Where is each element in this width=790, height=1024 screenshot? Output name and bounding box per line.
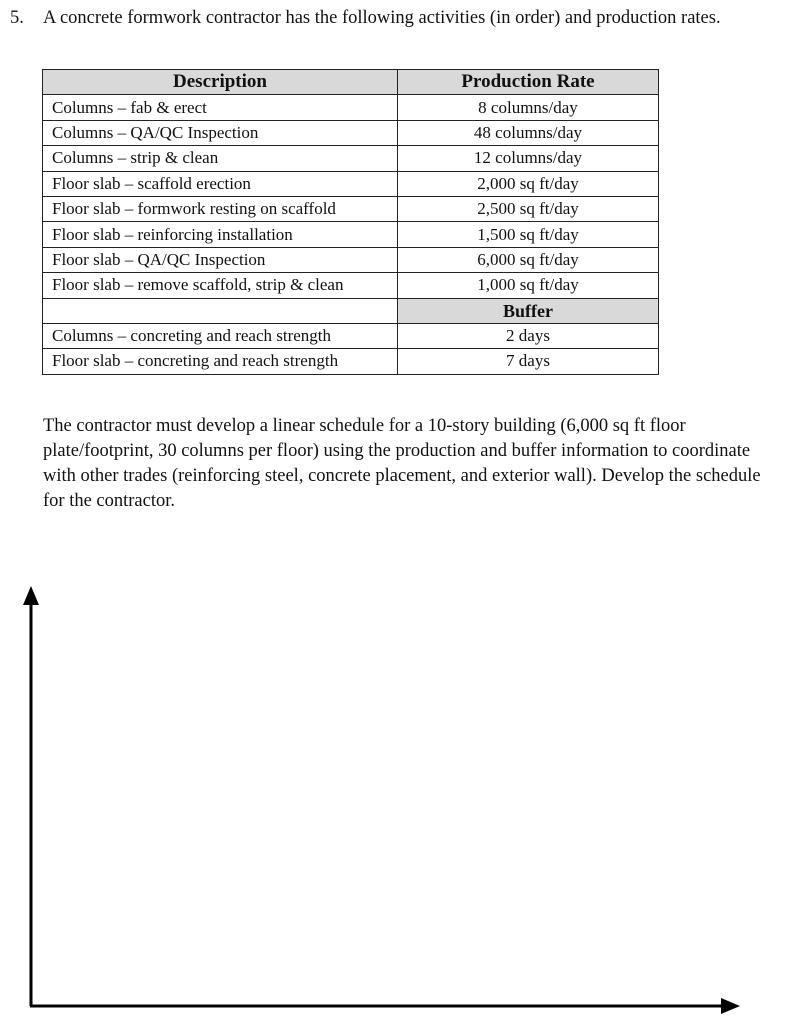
activity-rate: 6,000 sq ft/day (398, 247, 659, 272)
activity-description: Floor slab – scaffold erection (43, 171, 398, 196)
question-text: A concrete formwork contractor has the following activities (in order) and production rates. (43, 8, 721, 28)
activity-description: Columns – QA/QC Inspection (43, 120, 398, 145)
description-header: Description (43, 70, 398, 95)
activity-rate: 1,000 sq ft/day (398, 273, 659, 298)
question-number: 5. (10, 8, 24, 28)
x-axis-arrowhead-icon (721, 998, 740, 1014)
activity-description: Floor slab – reinforcing installation (43, 222, 398, 247)
y-axis-arrowhead-icon (23, 586, 39, 605)
activity-description: Columns – strip & clean (43, 146, 398, 171)
activity-rate: 2,500 sq ft/day (398, 196, 659, 221)
buffer-description: Floor slab – concreting and reach strength (43, 349, 398, 374)
buffer-description: Columns – concreting and reach strength (43, 323, 398, 348)
buffer-header: Buffer (398, 298, 659, 323)
activity-rate: 8 columns/day (398, 95, 659, 120)
production-rate-header: Production Rate (398, 70, 659, 95)
activity-description: Floor slab – formwork resting on scaffold (43, 196, 398, 221)
activity-description: Floor slab – QA/QC Inspection (43, 247, 398, 272)
activity-description: Columns – fab & erect (43, 95, 398, 120)
activity-description: Floor slab – remove scaffold, strip & clean (43, 273, 398, 298)
instructions-paragraph: The contractor must develop a linear schedule for a 10-story building (6,000 sq ft floor plate/footprint, 30 columns per floor) using the production and buffer information to coordinate with other trades (reinforcing steel, concrete placement, and exterior wall). Develop the schedule for the contractor. (43, 416, 761, 511)
buffer-duration: 2 days (398, 323, 659, 348)
buffer-duration: 7 days (398, 349, 659, 374)
activity-rate: 2,000 sq ft/day (398, 171, 659, 196)
activity-rate: 1,500 sq ft/day (398, 222, 659, 247)
activity-rate: 12 columns/day (398, 146, 659, 171)
activity-rate: 48 columns/day (398, 120, 659, 145)
